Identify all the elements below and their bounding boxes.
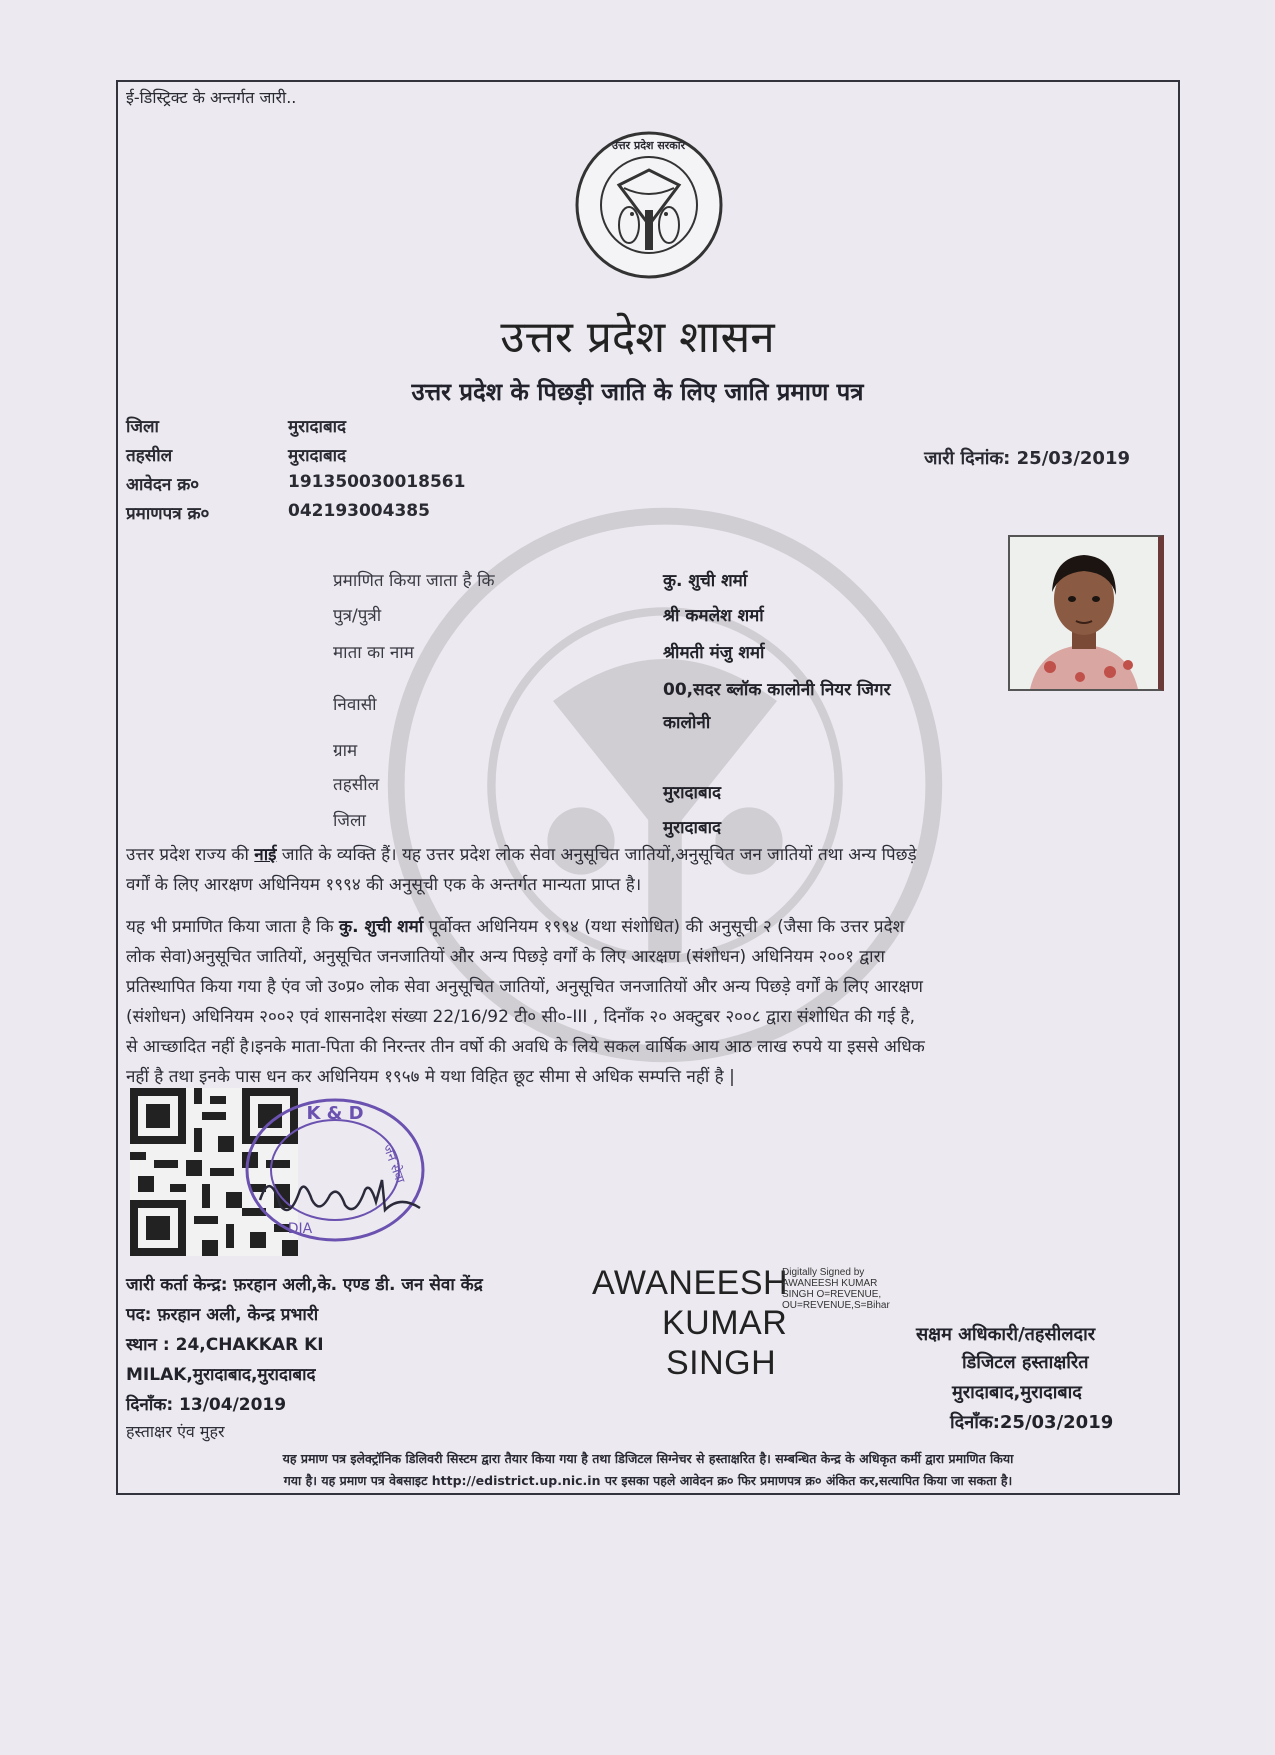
tehsil-label: तहसील [126, 446, 173, 466]
authority-date: दिनाँक:25/03/2019 [950, 1412, 1114, 1433]
declaration-line5: से आच्छादित नहीं है।इनके माता-पिता की निरन्तर तीन वर्षो की अवधि के लिये सकल वार्षिक आय आठ लाख रुपये या इससे अधिक [126, 1037, 925, 1057]
field-value-father: श्री कमलेश शर्मा [663, 606, 764, 626]
authority-designation: सक्षम अधिकारी/तहसीलदार [916, 1324, 1096, 1345]
footer-note [126, 1448, 1170, 1492]
field-label-mother: माता का नाम [333, 643, 414, 663]
caste-text-start: उत्तर प्रदेश राज्य की [126, 845, 255, 865]
field-value-address-line1: 00,सदर ब्लॉक कालोनी नियर जिगर [663, 680, 891, 700]
field-value-name: कु. शुची शर्मा [663, 571, 748, 591]
field-label-parent: पुत्र/पुत्री [333, 606, 382, 626]
field-label-certified: प्रमाणित किया जाता है कि [333, 571, 495, 591]
seal-side-text: जन सेवा [379, 1142, 408, 1186]
issue-date [924, 446, 1130, 470]
declaration-line3: प्रतिस्थापित किया गया है एंव जो उ०प्र० लोक सेवा अनुसूचित जातियों, अनुसूचित जनजातियों और अन्य पिछड़े वर्गों के लिए आरक्षण [126, 977, 923, 997]
digital-sig-small1: Digitally Signed by [782, 1267, 865, 1278]
certificate-subtitle: उत्तर प्रदेश के पिछड़ी जाति के लिए जाति प्रमाण पत्र [411, 378, 864, 406]
issue-date-value: 25/03/2019 [1016, 448, 1130, 469]
field-value-tehsil: मुरादाबाद [663, 783, 722, 803]
top-note: ई-डिस्ट्रिक्ट के अन्तर्गत जारी.. [126, 88, 297, 107]
caste-name: नाई [254, 845, 277, 865]
issuing-center: जारी कर्ता केन्द्र: फ़रहान अली,के. एण्ड डी. जन सेवा केंद्र [126, 1275, 483, 1295]
application-number-value: 191350030018561 [288, 472, 466, 492]
application-number-label: आवेदन क्र० [126, 475, 200, 495]
issue-center-date: दिनाँक: 13/04/2019 [126, 1395, 287, 1415]
digital-sig-small2: AWANEESH KUMAR [782, 1278, 878, 1289]
footer-line2: गया है। यह प्रमाण पत्र वेबसाइट http://edistrict.up.nic.in पर इसका पहले आवेदन क्र० फिर प्रमाणपत्र क्र० अंकित कर,सत्यापित किया जा सकता है। [283, 1473, 1013, 1488]
field-label-resident: निवासी [333, 695, 377, 715]
declaration-text-end: पूर्वोक्त अधिनियम १९९४ (यथा संशोधित) की अनुसूची २ (जैसा कि उत्तर प्रदेश [423, 917, 905, 937]
footer-line1: यह प्रमाण पत्र इलेक्ट्रॉनिक डिलिवरी सिस्टम द्वारा तैयार किया गया है तथा डिजिटल सिग्नेचर से हस्ताक्षरित है। सम्बन्धित केन्द्र के अधिकृत कर्मी द्वारा प्रमाणित किया [282, 1451, 1014, 1466]
emblem-text: उत्तर प्रदेश सरकार [612, 139, 686, 152]
caste-paragraph [126, 840, 1170, 900]
applicant-photo [1008, 535, 1164, 691]
digital-signer-name-line2: KUMAR [662, 1304, 788, 1342]
seal-top-text: K & D [306, 1103, 364, 1124]
caste-text-end: जाति के व्यक्ति हैं। यह उत्तर प्रदेश लोक सेवा अनुसूचित जातियों,अनुसूचित जन जातियों तथा अन्य पिछड़े [276, 845, 917, 865]
digitally-signed-label: डिजिटल हस्ताक्षरित [962, 1352, 1089, 1373]
declaration-text-start: यह भी प्रमाणित किया जाता है कि [126, 917, 340, 937]
certificate-number-value: 042193004385 [288, 501, 430, 521]
certificate-number-label: प्रमाणपत्र क्र० [126, 504, 210, 524]
field-label-village: ग्राम [333, 741, 358, 761]
declaration-line1 [126, 912, 1170, 942]
declaration-paragraph [126, 912, 1170, 1092]
digital-sig-small4: OU=REVENUE,S=Bihar [782, 1300, 890, 1311]
issuer-designation: पद: फ़रहान अली, केन्द्र प्रभारी [126, 1305, 319, 1325]
declaration-line6: नहीं है तथा इनके पास धन कर अधिनियम १९५७ मे यथा विहित छूट सीमा से अधिक सम्पत्ति नहीं है | [126, 1067, 735, 1087]
digital-signer-name-line1: AWANEESH [592, 1264, 789, 1302]
authority-location: मुरादाबाद,मुरादाबाद [952, 1382, 1082, 1403]
place-line1: स्थान : 24,CHAKKAR KI [126, 1335, 324, 1355]
district-value: मुरादाबाद [288, 417, 347, 437]
signature-seal-label: हस्ताक्षर एंव मुहर [126, 1422, 225, 1441]
seal-bottom-text: DIA [287, 1221, 313, 1237]
applicant-portrait-icon [1010, 537, 1158, 689]
page-title: उत्तर प्रदेश शासन [500, 312, 775, 363]
handwritten-signature-icon [250, 1160, 430, 1230]
caste-paragraph-line1 [126, 840, 1170, 870]
field-value-address-line2: कालोनी [663, 713, 711, 733]
declaration-line2: लोक सेवा)अनुसूचित जातियों, अनुसूचित जनजातियों और अन्य पिछड़े वर्गों के लिए आरक्षण (संशोधन) अधिनियम २००१ द्वारा [126, 947, 885, 967]
digital-signer-name-line3: SINGH [666, 1344, 777, 1382]
caste-paragraph-line2: वर्गों के लिए आरक्षण अधिनियम १९९४ की अनुसूची एक के अन्तर्गत मान्यता प्राप्त है। [126, 875, 642, 895]
declaration-line4: (संशोधन) अधिनियम २००२ एवं शासनादेश संख्या 22/16/92 टी० सी०-III , दिनाँक २० अक्टुबर २००८ द्वारा संशोधित की गई है, [126, 1007, 916, 1027]
field-label-tehsil: तहसील [333, 775, 380, 795]
issue-date-label: जारी दिनांक: [924, 448, 1011, 469]
digital-sig-small3: SINGH O=REVENUE, [782, 1289, 882, 1300]
field-value-district: मुरादाबाद [663, 818, 722, 838]
place-line2: MILAK,मुरादाबाद,मुरादाबाद [126, 1365, 316, 1385]
field-value-mother: श्रीमती मंजु शर्मा [663, 643, 765, 663]
field-label-district: जिला [333, 811, 366, 831]
tehsil-value: मुरादाबाद [288, 446, 347, 466]
district-label: जिला [126, 417, 159, 437]
declaration-name: कु. शुची शर्मा [339, 917, 424, 937]
digital-signature-details [782, 1267, 890, 1311]
